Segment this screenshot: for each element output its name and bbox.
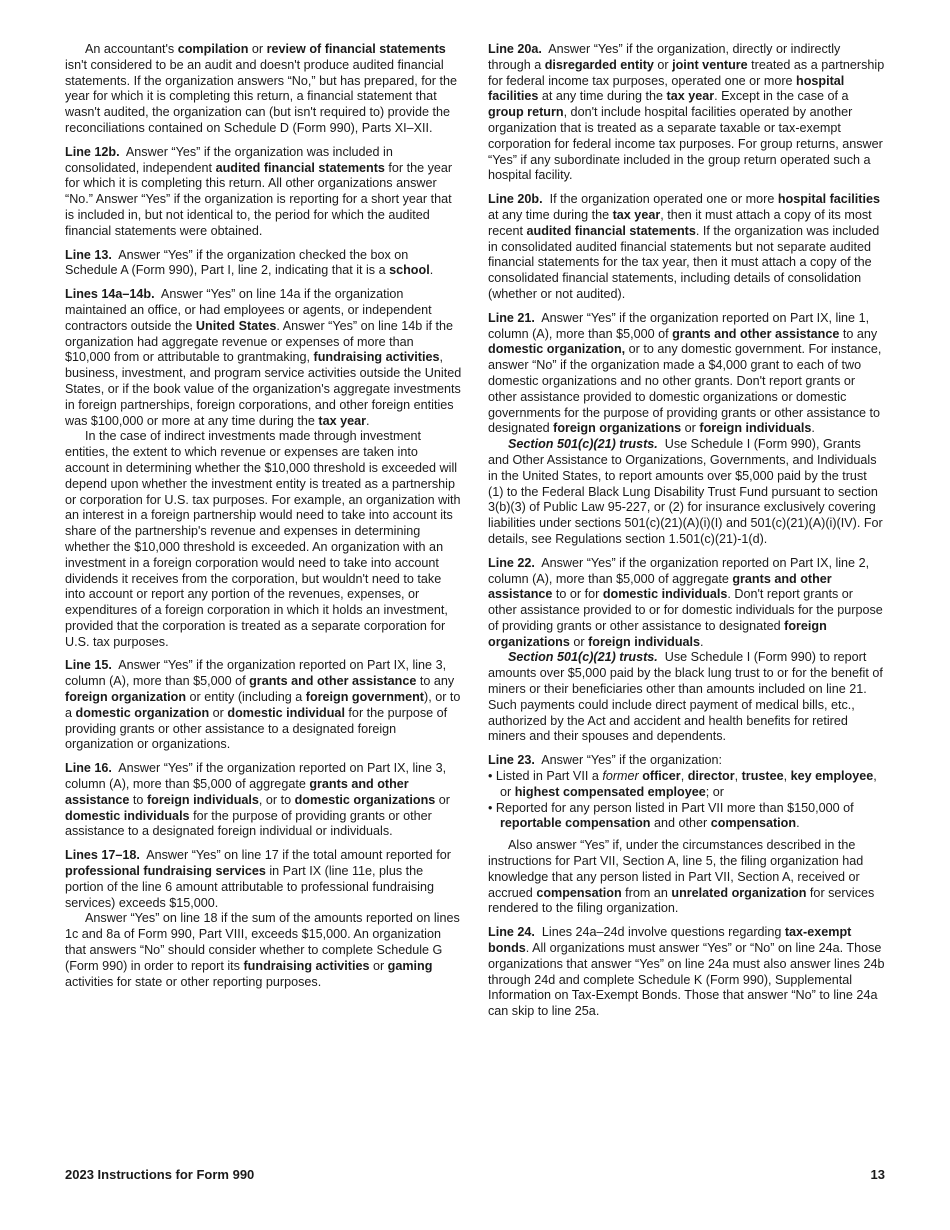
right-column — [488, 42, 885, 1028]
line-23-bullet-1 — [488, 769, 885, 801]
line-17-heading: Lines 17–18. — [65, 848, 140, 863]
line-18-paragraph: Answer “Yes” on line 18 if the sum of the amounts reported on lines 1c and 8a of Form 990, Part VIII, exceeds $15,000. An organization that answers “No” should consider whether to complete Schedule G (Form 990) in order to report its fundraising activities or gaming activities for state or other reporting purposes. — [65, 911, 460, 989]
line-12b-heading: Line 12b. — [65, 144, 120, 159]
line-22-trusts-body: Use Schedule I (Form 990) to report amounts over $5,000 paid by the black lung trust to or for the benefit of miners or their beneficiaries other than amounts included on line 21. Such payments could include direct payment of medical bills, etc., authorized by the Act and accident and health benefits for retired miners and their spouses and dependents. — [488, 650, 883, 744]
line-17-section — [65, 848, 462, 911]
line-23-intro — [488, 753, 885, 769]
line-14-paragraph-2: In the case of indirect investments made through investment entities, the extent to which revenue or expenses are taken into account in determining whether the $10,000 threshold is exceeded will depend upon whether the investment entity is treated as a partnership or corporation for U.S. tax purposes. For example, an organization with an interest in a foreign partnership would need to take into account its share of the partnership's revenue and expenses in determining whether the $10,000 threshold is exceeded. An organization with an investment in a foreign corporation would need to take into account dividends it receives from the corporation, but wouldn't need to take into account or report any portion of the revenues, expenses, or expenditures of a foreign corporation in which it holds an investment, provided that the corporation is treated as a separate corporation for U.S. tax purposes. — [65, 429, 461, 649]
line-13-heading: Line 13. — [65, 247, 112, 262]
line-21-trusts-paragraph — [488, 437, 885, 548]
line-23-section — [488, 753, 885, 917]
line-20b-heading: Line 20b. — [488, 192, 543, 207]
line-23-paragraph-2: Also answer “Yes” if, under the circumstances described in the instructions for Part VII, Section A, line 5, the filing organization had knowledge that any person listed in Part VII, Section A, received or accrued compensation from an unrelated organization for services rendered to the filing organization. — [488, 838, 875, 916]
line-17-body: Answer “Yes” on line 17 if the total amount reported for professional fundraising services in Part IX (line 11e, plus the portion of the line 6 amount attributable to professional fundraising services) exceeds $15,000. — [65, 848, 451, 910]
line-22-body: Answer “Yes” if the organization reported on Part IX, line 2, column (A), more than $5,000 of aggregate grants and other assistance to or for domestic individuals. Don't report grants or other assistance provided to or for domestic individuals for the purpose of providing grants or other assistance to designated foreign organizations or foreign individuals. — [488, 555, 883, 649]
line-23-bullet-2-text: Reported for any person listed in Part VII more than $150,000 of reportable compensation and other compensation. — [495, 800, 854, 831]
line-15-body: Answer “Yes” if the organization reported on Part IX, line 3, column (A), more than $5,000 of grants and other assistance to any foreign organization or entity (including a foreign government), or to a domestic organization or domestic individual for the purpose of providing grants or other assistance to a designated foreign organization or organizations. — [65, 658, 461, 752]
line-14-section — [65, 287, 462, 429]
line-20a-body: Answer “Yes” if the organization, directly or indirectly through a disregarded entity or joint venture treated as a partnership for federal income tax purposes, operated one or more hospital facilities at any time during the tax year. Except in the case of a group return, don't include hospital facilities operated by another organization that is treated as a separate taxable or tax-exempt corporation for federal income tax purposes. For group returns, answer “Yes” if any subordinate included in the group return operated such a hospital facility. — [488, 42, 885, 183]
line-21-trusts-body: Use Schedule I (Form 990), Grants and Other Assistance to Organizations, Governments, and Individuals in the United States, to report amounts over $5,000 paid by the trust (1) to the Federal Black Lung Disability Trust Fund pursuant to section 3(b)(3) of Public Law 95-227, or (2) for insurance exclusively covering liabilities under sections 501(c)(21)(A)(i)(I) and 501(c)(21)(A)(i)(IV). For details, see Regulations section 1.501(c)(21)-1(d). — [488, 437, 883, 546]
line-22-trusts-paragraph — [488, 650, 885, 745]
line-23-body: Answer “Yes” if the organization: — [541, 753, 723, 768]
page-number: 13 — [870, 1167, 885, 1182]
line-21-section — [488, 311, 885, 437]
line-15-heading: Line 15. — [65, 658, 112, 673]
line-14-body: Answer “Yes” on line 14a if the organization maintained an office, or had employees or agents, or independent contractors outside the United States. Answer “Yes” on line 14b if the organization had aggregate revenue or expenses of more than $10,000 from or attributable to grantmaking, fundraising activities, business, investment, and program service activities outside the United States, or if the book value of the organization's aggregate investments in foreign partnerships, foreign corporations, and other foreign entities was $100,000 or more at any time during the tax year. — [65, 287, 462, 428]
line-23-bullet-2 — [488, 801, 885, 833]
line-22-heading: Line 22. — [488, 555, 535, 570]
line-23-bullet-1-text: Listed in Part VII a former officer, director, trustee, key employee, or highest compensated employee; or — [495, 769, 877, 799]
line-24-section — [488, 925, 885, 1020]
line-15-section — [65, 658, 462, 753]
line-20a-section — [488, 42, 885, 184]
line-20b-body: If the organization operated one or more hospital facilities at any time during the tax year, then it must attach a copy of its most recent audited financial statements. If the organization was included in consolidated audited financial statements but not separate audited financial statements for the tax year, then it must attach a copy of the consolidated financial statements, including details of consolidation (whether or not audited). — [488, 192, 881, 301]
line-21-body: Answer “Yes” if the organization reported on Part IX, line 1, column (A), more than $5,000 of grants and other assistance to any domestic organization, or to any domestic government. For instance, answer “No” if the organization made a $4,000 grant to each of two domestic organizations and no other grants. Don't report grants or other assistance provided to domestic organizations or domestic governments for the purpose of providing grants or other assistance to designated foreign organizations or foreign individuals. — [488, 310, 882, 436]
line-21-trusts-heading: Section 501(c)(21) trusts. — [508, 437, 658, 452]
line-20b-section — [488, 192, 885, 303]
line-13-body: Answer “Yes” if the organization checked the box on Schedule A (Form 990), Part I, line 2, indicating that it is a school. — [65, 247, 434, 278]
compilation-text: An accountant's compilation or review of financial statements isn't considered to be an audit and doesn't produce audited financial statements. If the organization answers “No,” but has prepared, for the year for which it is completing this return, a financial statement that wasn't audited, the organization can (but isn't required to) provide the reconciliations contained on Schedule D (Form 990), Parts XI–XII. — [65, 42, 458, 135]
footer-title: 2023 Instructions for Form 990 — [65, 1167, 255, 1182]
bullet-icon: • — [488, 769, 496, 784]
line-13-section — [65, 248, 462, 280]
bullet-icon: • — [488, 800, 496, 815]
line-24-heading: Line 24. — [488, 925, 535, 940]
line-22-trusts-heading: Section 501(c)(21) trusts. — [508, 650, 658, 665]
left-column — [65, 42, 462, 998]
line-20a-heading: Line 20a. — [488, 42, 542, 56]
line-23-heading: Line 23. — [488, 753, 535, 768]
line-12b-body: Answer “Yes” if the organization was included in consolidated, independent audited financial statements for the year for which it is completing this return. All other organizations answer “No.” Answer “Yes” if the organization is reporting for a short year that is included in, but not identical to, the period for which the audited financial statements were obtained. — [65, 144, 453, 238]
line-16-heading: Line 16. — [65, 761, 112, 776]
line-12b-section — [65, 145, 462, 240]
line-16-body: Answer “Yes” if the organization reported on Part IX, line 3, column (A), more than $5,000 of aggregate grants and other assistance to foreign individuals, or to domestic organizations or domestic individuals for the purpose of providing grants or other assistance to a designated foreign individual or individuals. — [65, 761, 450, 839]
line-16-section — [65, 761, 462, 840]
compilation-paragraph — [65, 42, 462, 137]
line-22-section — [488, 556, 885, 651]
line-21-heading: Line 21. — [488, 310, 535, 325]
line-24-body: Lines 24a–24d involve questions regarding tax-exempt bonds. All organizations must answer “Yes” or “No” on line 24a. Those organizations that answer “Yes” on line 24a must also answer lines 24b through 24d and complete Schedule K (Form 990), Supplemental Information on Tax-Exempt Bonds. Those that answer “No” to line 24a can skip to line 25a. — [488, 925, 885, 1019]
line-14-heading: Lines 14a–14b. — [65, 287, 155, 302]
